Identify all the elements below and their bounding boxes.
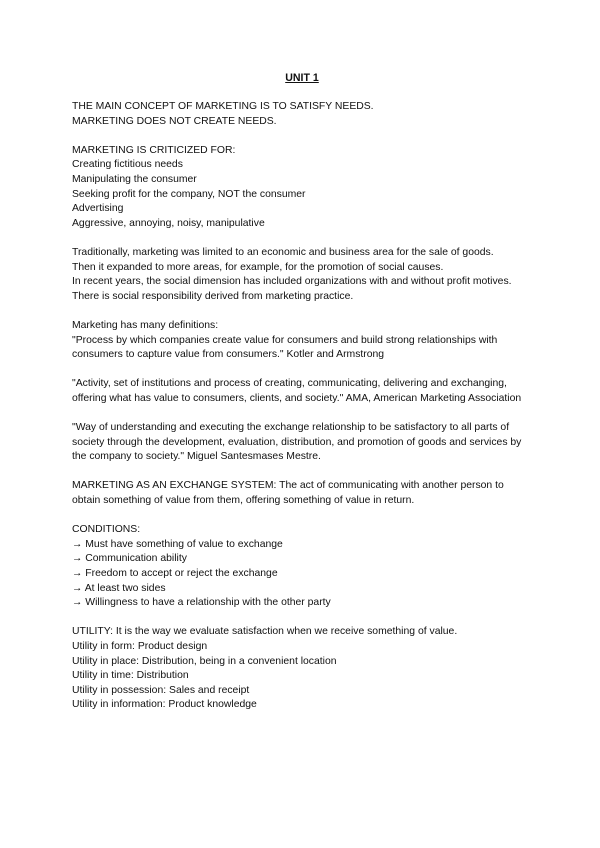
definitions-section xyxy=(72,319,532,363)
condition-item: → Communication ability xyxy=(72,553,187,565)
utility-item: Utility in possession: Sales and receipt xyxy=(72,684,250,696)
intro-line: THE MAIN CONCEPT OF MARKETING IS TO SATISFY NEEDS. xyxy=(72,101,374,112)
condition-item: → Willingness to have a relationship with the other party xyxy=(72,597,331,609)
criticism-heading: MARKETING IS CRITICIZED FOR: xyxy=(72,144,236,156)
definitions-heading: Marketing has many definitions: xyxy=(72,319,219,331)
utility-section xyxy=(72,625,532,713)
definition-kotler: "Process by which companies create value for consumers and build strong relationships with consumers to capture value from consumers." Kotler and Armstrong xyxy=(72,334,498,361)
document-content xyxy=(72,71,532,728)
definition-ama: "Activity, set of institutions and process of creating, communicating, delivering and exchanging, offering what has value to consumers, clients, and society." AMA, American Marketing Association xyxy=(72,378,522,404)
history-section xyxy=(72,246,532,304)
utility-item: Utility in time: Distribution xyxy=(72,670,189,682)
definition-santesmases: "Way of understanding and executing the exchange relationship to be satisfactory to all parts of society through the development, evaluation, distribution, and promotion of goods and services by the company to society." Miguel Santesmases Mestre. xyxy=(72,422,522,463)
conditions-section xyxy=(72,523,532,611)
condition-item: → Freedom to accept or reject the exchange xyxy=(72,568,278,579)
exchange-system: MARKETING AS AN EXCHANGE SYSTEM: The act of communicating with another person to obtain something of value from them, offering something of value in return. xyxy=(72,480,504,507)
utility-heading: UTILITY: It is the way we evaluate satisfaction when we receive something of value. xyxy=(72,626,458,638)
criticism-item: Aggressive, annoying, noisy, manipulative xyxy=(72,217,265,229)
utility-item: Utility in form: Product design xyxy=(72,640,208,652)
condition-item: → At least two sides xyxy=(72,582,166,594)
criticism-section xyxy=(72,144,532,232)
criticism-item: Advertising xyxy=(72,203,124,215)
history-line: Then it expanded to more areas, for example, for the promotion of social causes. xyxy=(72,261,444,273)
utility-item: Utility in place: Distribution, being in a convenient location xyxy=(72,655,337,667)
criticism-item: Manipulating the consumer xyxy=(72,173,197,185)
intro-line: MARKETING DOES NOT CREATE NEEDS. xyxy=(72,115,277,127)
page-title: UNIT 1 xyxy=(285,72,319,84)
condition-item: → Must have something of value to exchange xyxy=(72,538,283,550)
utility-item: Utility in information: Product knowledge xyxy=(72,699,257,711)
conditions-heading: CONDITIONS: xyxy=(72,524,141,536)
history-line: Traditionally, marketing was limited to an economic and business area for the sale of goods. xyxy=(72,246,494,258)
criticism-item: Creating fictitious needs xyxy=(72,159,183,171)
history-line: In recent years, the social dimension has included organizations with and without profit motives. xyxy=(72,276,512,288)
history-line: There is social responsibility derived from marketing practice. xyxy=(72,290,354,302)
intro-section xyxy=(72,100,532,129)
criticism-item: Seeking profit for the company, NOT the consumer xyxy=(72,188,306,200)
